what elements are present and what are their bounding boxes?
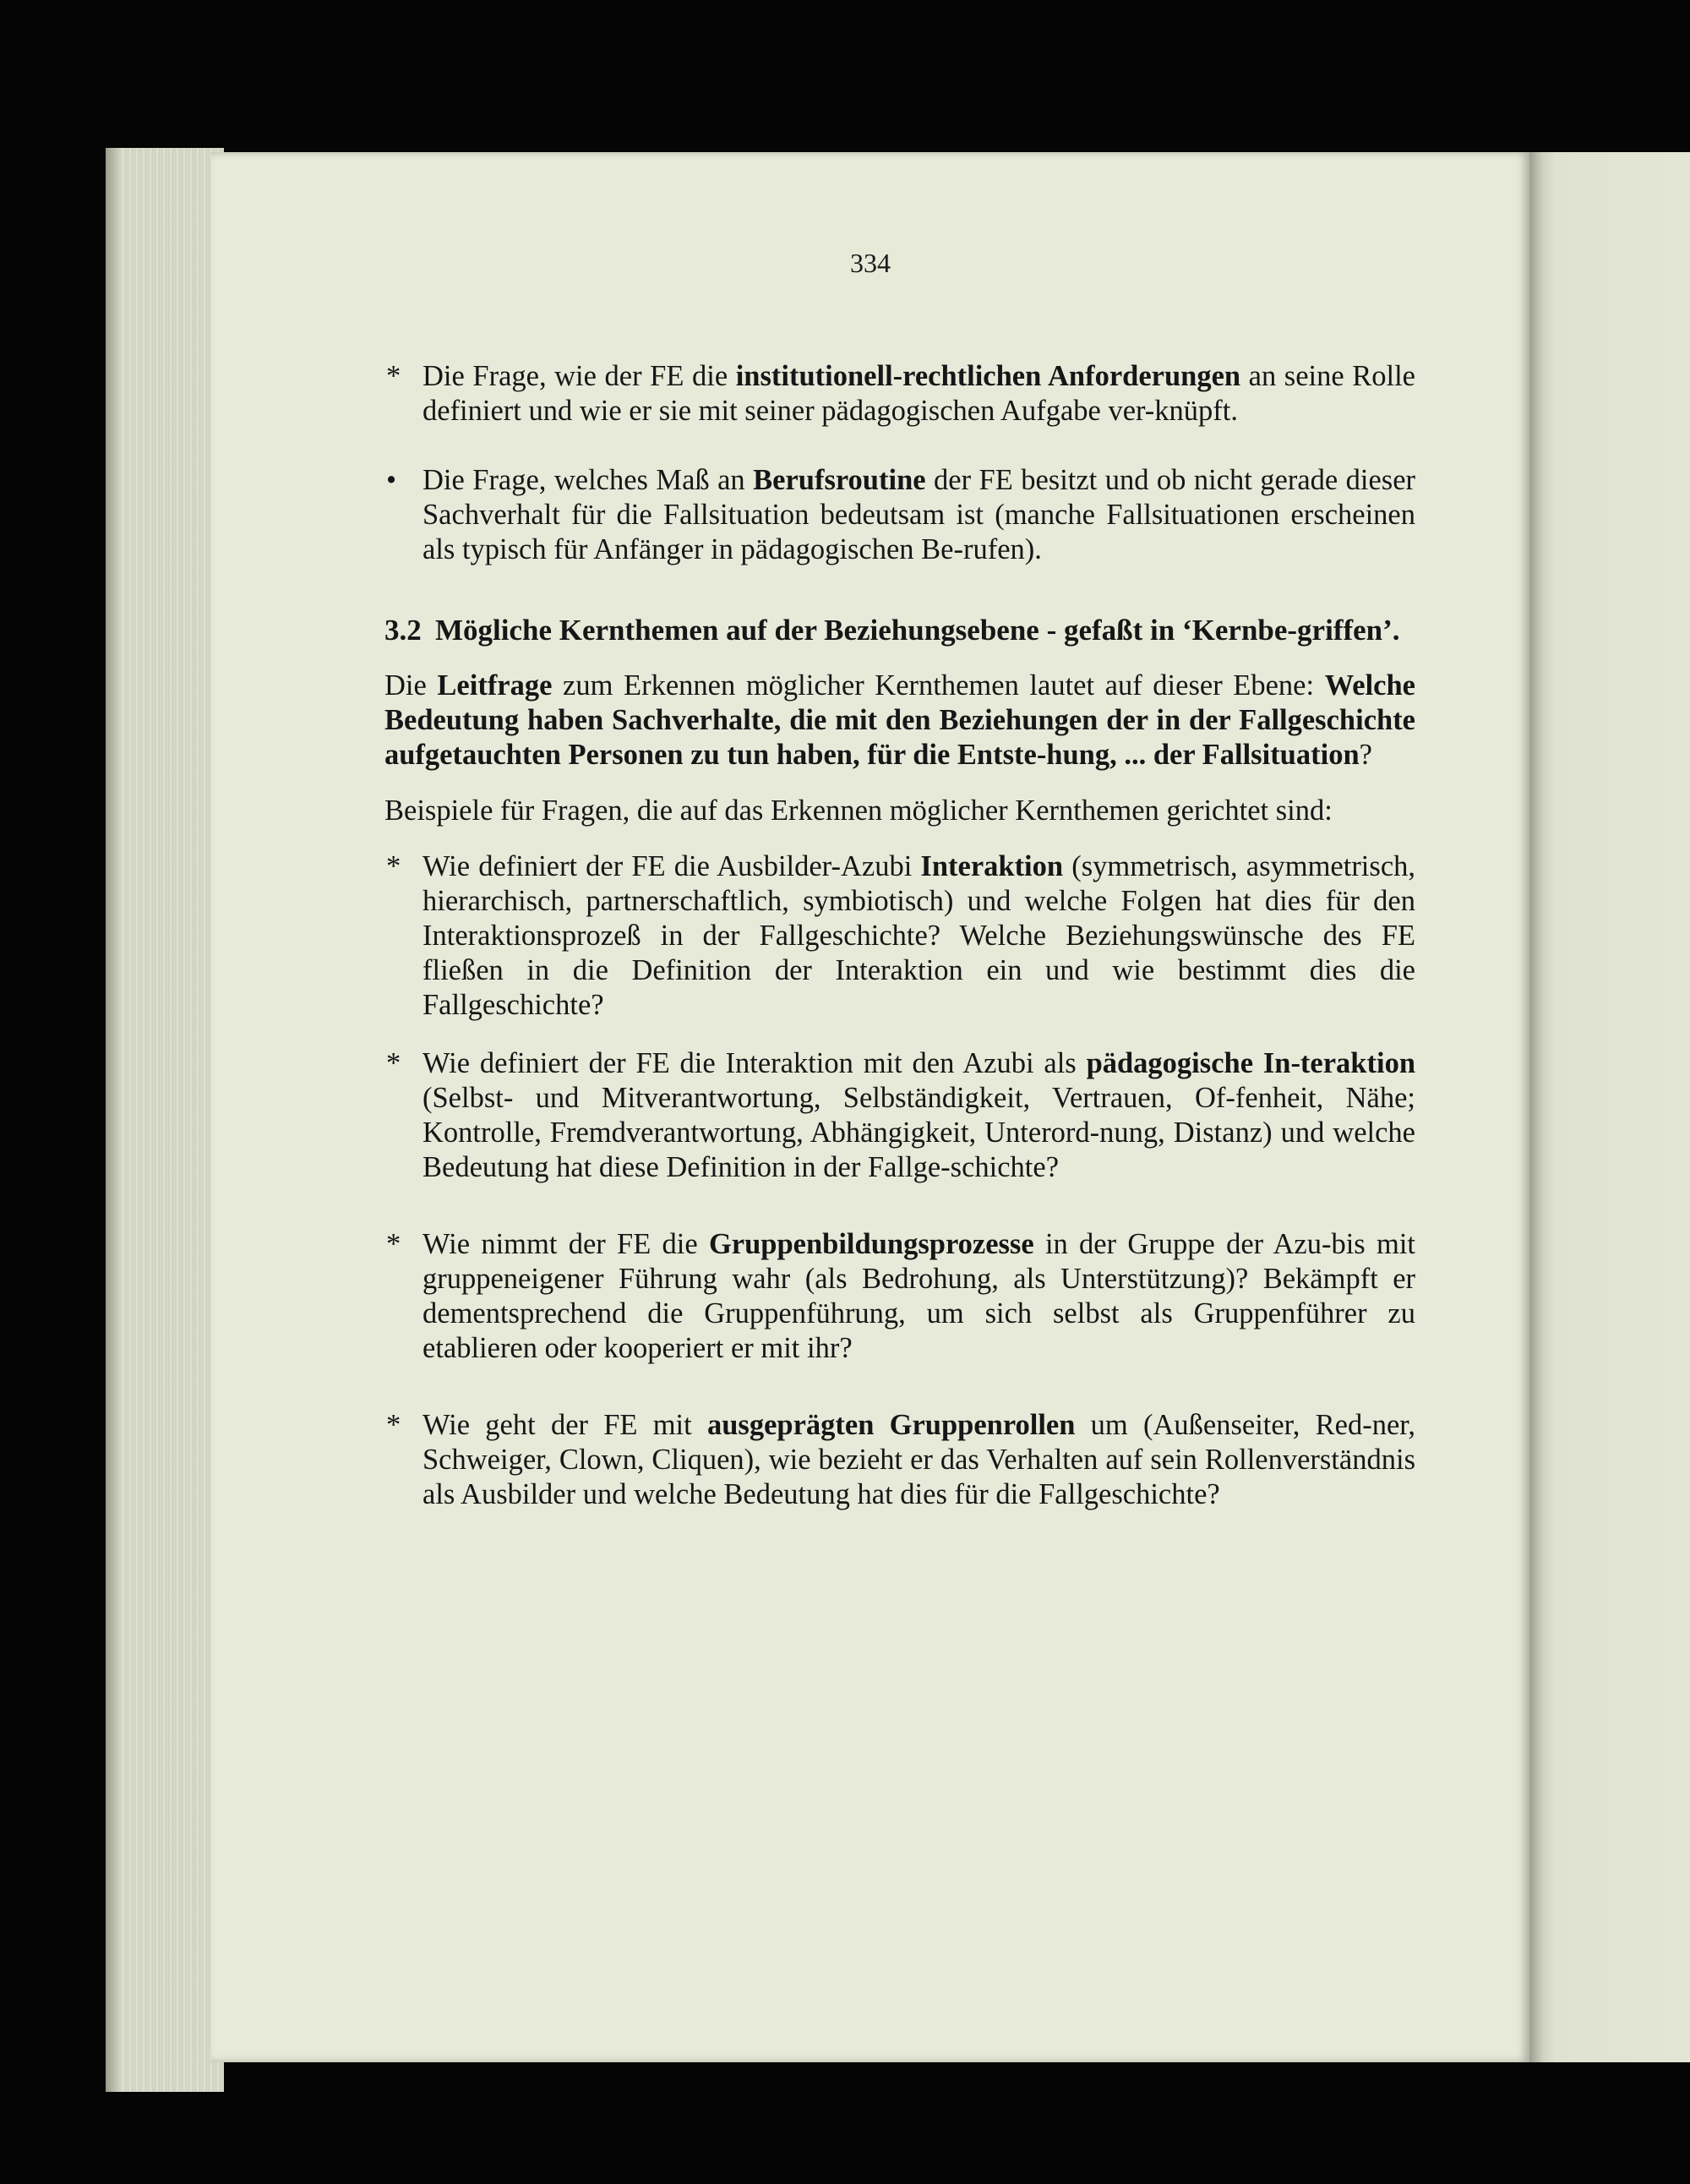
asterisk-marker: * [386, 360, 401, 392]
bullet-dot-marker: • [386, 464, 397, 496]
asterisk-marker: * [386, 1047, 401, 1079]
question-text: in der Gruppe der Azu-bis mit gruppeneigener Führung wahr (als Bedrohung, als Unterstützung)? Bekämpft er dementsprechend die Gruppenführung, um sich selbst als Gruppenführer zu etablieren oder kooperiert er mit ihr? [422, 1228, 1415, 1364]
question-item-interaction [384, 849, 1415, 1023]
page-number: 334 [850, 248, 891, 278]
section-number: 3.2 [384, 614, 422, 647]
paragraph-text: Die [384, 669, 438, 702]
book-page-edges [106, 148, 224, 2092]
bullet-text: Die Frage, welches Maß an [422, 464, 754, 496]
section-title: Mögliche Kernthemen auf der Beziehungsebene - gefaßt in ‘Kernbe-griffen’. [435, 614, 1400, 647]
question-keyword: pädagogische In-teraktion [1086, 1047, 1415, 1079]
asterisk-marker: * [386, 1409, 401, 1441]
examples-intro: Beispiele für Fragen, die auf das Erkennen möglicher Kernthemen gerichtet sind: [384, 794, 1333, 827]
question-text: um (Außenseiter, Red-ner, Schweiger, Clown, Cliquen), wie bezieht er das Verhalten auf sein Rollenverständnis als Ausbilder und welche Bedeutung hat dies für die Fallgeschichte? [422, 1409, 1415, 1510]
question-item-pedagogical-interaction [384, 1046, 1415, 1185]
page-content [384, 359, 1415, 1512]
bullet-text: Die Frage, wie der FE die [422, 360, 736, 392]
leitfrage-keyword: Leitfrage [437, 669, 553, 702]
section-heading [384, 613, 1415, 647]
question-keyword: ausgeprägten Gruppenrollen [706, 1409, 1076, 1441]
question-keyword: Gruppenbildungsprozesse [708, 1228, 1034, 1260]
question-keyword: Interaktion [920, 850, 1064, 882]
question-text: Wie nimmt der FE die [422, 1228, 709, 1260]
bullet-item-professional-routine [384, 463, 1415, 567]
bullet-keyword: institutionell-rechtlichen Anforderungen [735, 360, 1241, 392]
leitfrage-question: Welche Bedeutung haben Sachverhalte, die mit den Beziehungen der in der Fallgeschichte aufgetauchten Personen zu tun haben, für die Entste-hung, ... der Fallsituation [384, 669, 1415, 771]
leitfrage-paragraph [384, 669, 1415, 773]
paragraph-text: zum Erkennen möglicher Kernthemen lautet auf dieser Ebene: [552, 669, 1315, 702]
question-text: Wie definiert der FE die Interaktion mit den Azubi als [422, 1047, 1087, 1079]
asterisk-marker: * [386, 1228, 401, 1260]
book-page [211, 152, 1529, 2062]
question-mark: ? [1359, 739, 1372, 771]
bullet-text: an seine Rolle definiert und wie er sie mit seiner pädagogischen Aufgabe ver-knüpft. [422, 360, 1415, 427]
question-text: (Selbst- und Mitverantwortung, Selbständigkeit, Vertrauen, Of-fenheit, Nähe; Kontrolle, Fremdverantwortung, Abhängigkeit, Unterord-nung, Distanz) und welche Bedeutung hat diese Definition in der Fallge-schichte? [422, 1082, 1415, 1183]
question-item-group-roles [384, 1408, 1415, 1512]
bullet-keyword: Berufsroutine [753, 464, 926, 496]
question-item-group-formation [384, 1227, 1415, 1366]
bullet-item-institutional-requirements [384, 359, 1415, 429]
bullet-text: der FE besitzt und ob nicht gerade dieser Sachverhalt für die Fallsituation bedeutsam ist (manche Fallsituationen erscheinen als typisch für Anfänger in pädagogischen Be-rufen). [422, 464, 1416, 565]
question-text: Wie geht der FE mit [422, 1409, 707, 1441]
facing-page-edge [1529, 152, 1690, 2062]
question-text: Wie definiert der FE die Ausbilder-Azubi [422, 850, 921, 882]
asterisk-marker: * [386, 850, 401, 882]
question-text: (symmetrisch, asymmetrisch, hierarchisch, partnerschaftlich, symbiotisch) und welche Folgen hat dies für den Interaktionsprozeß in der Fallgeschichte? Welche Beziehungswünsche des FE fließen in die Definition der Interaktion ein und wie bestimmt dies die Fallgeschichte? [422, 850, 1416, 1021]
